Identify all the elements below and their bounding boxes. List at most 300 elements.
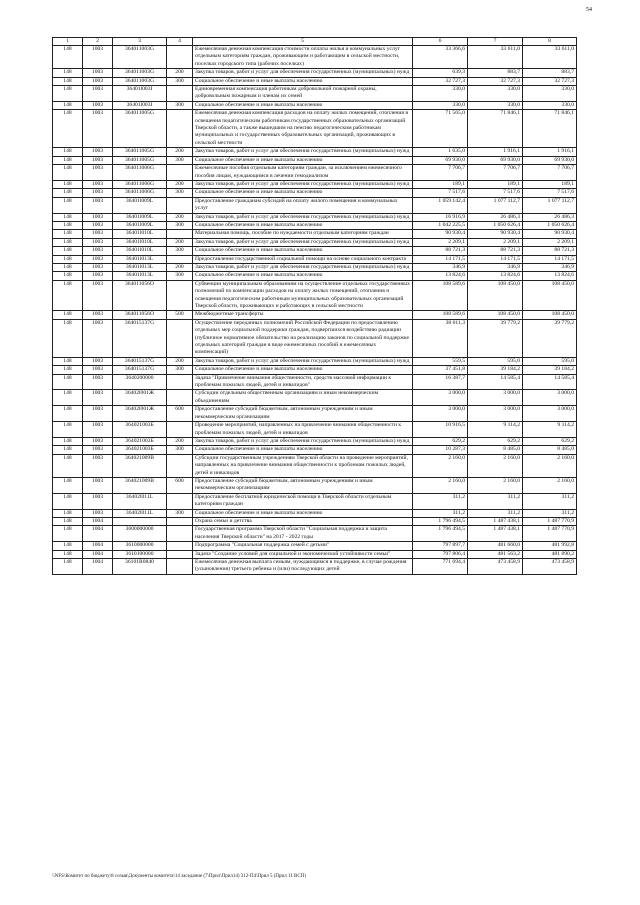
cell-target-article: 36402l011L <box>113 509 167 517</box>
cell-admin-code: 148 <box>53 46 83 69</box>
cell-amount-2023: 108 450,0 <box>523 280 577 311</box>
cell-target-article: 364011056O <box>113 280 167 311</box>
cell-amount-2023: 39 184,2 <box>523 366 577 374</box>
cell-admin-code: 148 <box>53 366 83 374</box>
cell-amount-2022: 1 487 438,1 <box>468 526 523 542</box>
cell-admin-code: 148 <box>53 255 83 263</box>
cell-expense-type <box>167 255 193 263</box>
col-header-1: 1 <box>53 38 83 46</box>
cell-amount-2021: 1 796 494,5 <box>413 517 468 525</box>
cell-amount-2022: 7 517,6 <box>468 189 523 197</box>
page-number: 54 <box>586 7 592 13</box>
table-row <box>53 526 577 542</box>
cell-admin-code: 148 <box>53 247 83 255</box>
table-row <box>53 550 577 558</box>
cell-amount-2023: 311,2 <box>523 509 577 517</box>
cell-section-code: 1003 <box>83 180 113 188</box>
cell-admin-code: 148 <box>53 390 83 406</box>
cell-expense-type: 300 <box>167 247 193 255</box>
cell-description: Закупка товаров, работ и услуг для обеспечения государственных (муниципальных) нужд <box>193 69 413 77</box>
table-row <box>53 493 577 509</box>
cell-target-article: 364015137G <box>113 366 167 374</box>
table-row <box>53 46 577 69</box>
cell-amount-2023: 32 727,3 <box>523 77 577 85</box>
cell-amount-2022: 13 824,6 <box>468 272 523 280</box>
cell-description: Социальное обеспечение и иные выплаты населению <box>193 446 413 454</box>
cell-expense-type <box>167 165 193 181</box>
cell-amount-2022: 883,7 <box>468 69 523 77</box>
cell-amount-2021: 2 160,0 <box>413 477 468 493</box>
cell-target-article: 36402l001Ж <box>113 390 167 406</box>
cell-admin-code: 148 <box>53 437 83 445</box>
cell-target-article: 3610000000 <box>113 542 167 550</box>
cell-admin-code: 148 <box>53 156 83 164</box>
cell-amount-2021: 16 916,9 <box>413 213 468 221</box>
cell-admin-code: 148 <box>53 319 83 357</box>
cell-amount-2021: 311,2 <box>413 493 468 509</box>
cell-admin-code: 148 <box>53 86 83 102</box>
table-row <box>53 477 577 493</box>
cell-expense-type: 200 <box>167 357 193 365</box>
table-row <box>53 189 577 197</box>
cell-target-article: 3610100000 <box>113 550 167 558</box>
cell-amount-2021: 189,1 <box>413 180 468 188</box>
cell-description: Ежемесячная денежная компенсация расходов на оплату жилых помещений, отопления и освещения педагогическим работникам государственных образовательных организаций Тверской области, а также вышедшим на пенсию педагогическим работникам муниципальных и государственных образовательных организаций, проживающих в сельской местности <box>193 110 413 148</box>
cell-description: Закупка товаров, работ и услуг для обеспечения государственных (муниципальных) нужд <box>193 437 413 445</box>
cell-section-code: 1003 <box>83 213 113 221</box>
cell-target-article: 364021003Б <box>113 422 167 438</box>
cell-admin-code: 148 <box>53 69 83 77</box>
cell-amount-2021: 37 451,8 <box>413 366 468 374</box>
cell-admin-code: 148 <box>53 110 83 148</box>
table-row <box>53 263 577 271</box>
cell-target-article: 364021009В <box>113 477 167 493</box>
cell-section-code: 1004 <box>83 559 113 575</box>
cell-expense-type: 300 <box>167 221 193 229</box>
cell-section-code: 1003 <box>83 319 113 357</box>
cell-expense-type <box>167 422 193 438</box>
cell-section-code: 1004 <box>83 517 113 525</box>
cell-admin-code: 148 <box>53 148 83 156</box>
cell-expense-type: 300 <box>167 446 193 454</box>
cell-description: Закупка товаров, работ и услуг для обеспечения государственных (муниципальных) нужд <box>193 180 413 188</box>
cell-amount-2021: 69 930,0 <box>413 156 468 164</box>
cell-amount-2022: 108 450,0 <box>468 311 523 319</box>
cell-amount-2022: 3 000,0 <box>468 406 523 422</box>
cell-section-code: 1003 <box>83 165 113 181</box>
cell-amount-2021: 1 796 494,5 <box>413 526 468 542</box>
cell-amount-2021: 311,2 <box>413 509 468 517</box>
cell-target-article: 364015137G <box>113 319 167 357</box>
cell-description: Закупка товаров, работ и услуг для обеспечения государственных (муниципальных) нужд <box>193 238 413 246</box>
table-row <box>53 311 577 319</box>
cell-description: Социальное обеспечение и иные выплаты населению <box>193 247 413 255</box>
cell-expense-type <box>167 550 193 558</box>
cell-amount-2023: 311,2 <box>523 493 577 509</box>
cell-amount-2022: 69 930,0 <box>468 156 523 164</box>
col-header-4: 4 <box>167 38 193 46</box>
cell-amount-2023: 1 050 626,4 <box>523 221 577 229</box>
cell-amount-2021: 7 706,7 <box>413 165 468 181</box>
cell-expense-type: 300 <box>167 272 193 280</box>
table-row <box>53 156 577 164</box>
cell-amount-2023: 14 585,4 <box>523 374 577 390</box>
cell-admin-code: 148 <box>53 311 83 319</box>
cell-section-code: 1003 <box>83 156 113 164</box>
cell-amount-2022: 1 077 112,7 <box>468 197 523 213</box>
cell-expense-type: 200 <box>167 238 193 246</box>
table-row <box>53 357 577 365</box>
cell-description: Предоставление государственной социальной помощи на основе социального контракта <box>193 255 413 263</box>
header-row <box>53 38 577 46</box>
cell-description: Закупка товаров, работ и услуг для обеспечения государственных (муниципальных) нужд <box>193 263 413 271</box>
cell-admin-code: 148 <box>53 221 83 229</box>
cell-amount-2023: 1 916,1 <box>523 148 577 156</box>
cell-description: Предоставление гражданам субсидий на оплату жилого помещения и коммунальных услуг <box>193 197 413 213</box>
cell-target-article: 36402l001Ж <box>113 406 167 422</box>
cell-amount-2022: 330,0 <box>468 86 523 102</box>
cell-description: Социальное обеспечение и иные выплаты населению <box>193 272 413 280</box>
cell-description: Социальное обеспечение и иные выплаты населению <box>193 156 413 164</box>
cell-expense-type <box>167 110 193 148</box>
cell-amount-2022: 629,2 <box>468 437 523 445</box>
cell-amount-2022: 1 487 438,1 <box>468 517 523 525</box>
cell-target-article: 364011005G <box>113 148 167 156</box>
table-row <box>53 165 577 181</box>
cell-target-article: 36402l011L <box>113 493 167 509</box>
cell-amount-2022: 311,2 <box>468 493 523 509</box>
cell-admin-code: 148 <box>53 197 83 213</box>
cell-expense-type <box>167 46 193 69</box>
cell-amount-2023: 69 930,0 <box>523 156 577 164</box>
cell-section-code: 1003 <box>83 406 113 422</box>
col-header-5: 5 <box>193 38 413 46</box>
cell-expense-type <box>167 230 193 238</box>
cell-section-code: 1003 <box>83 110 113 148</box>
cell-amount-2023: 595,0 <box>523 357 577 365</box>
cell-description: Ежемесячная денежная выплата семьям, нуждающимся в поддержке, в случае рождения (усыновления) третьего ребенка и (или) последующих детей <box>193 559 413 575</box>
cell-amount-2023: 330,0 <box>523 86 577 102</box>
cell-description: Социальное обеспечение и иные выплаты населению <box>193 101 413 109</box>
table-row <box>53 437 577 445</box>
cell-amount-2023: 189,1 <box>523 180 577 188</box>
cell-amount-2022: 1 050 626,4 <box>468 221 523 229</box>
cell-amount-2021: 7 517,6 <box>413 189 468 197</box>
cell-section-code: 1003 <box>83 77 113 85</box>
cell-description: Подпрограмма "Социальная поддержка семей с детьми" <box>193 542 413 550</box>
table-row <box>53 319 577 357</box>
cell-section-code: 1003 <box>83 101 113 109</box>
cell-section-code: 1003 <box>83 148 113 156</box>
cell-description: Задача "Привлечение внимания общественности, средств массовой информации к проблемам пожилых людей, детей и инвалидов" <box>193 374 413 390</box>
cell-target-article: 36401l009L <box>113 213 167 221</box>
budget-table <box>52 37 577 575</box>
cell-admin-code: 148 <box>53 477 83 493</box>
cell-admin-code: 148 <box>53 189 83 197</box>
cell-target-article: 364021009В <box>113 454 167 477</box>
table-row <box>53 221 577 229</box>
cell-expense-type: 200 <box>167 213 193 221</box>
cell-amount-2022: 2 209,1 <box>468 238 523 246</box>
cell-admin-code: 148 <box>53 374 83 390</box>
cell-section-code: 1003 <box>83 272 113 280</box>
cell-amount-2022: 8 485,0 <box>468 446 523 454</box>
cell-section-code: 1004 <box>83 526 113 542</box>
cell-admin-code: 148 <box>53 517 83 525</box>
cell-target-article: 364011006G <box>113 180 167 188</box>
cell-section-code: 1003 <box>83 437 113 445</box>
cell-expense-type: 300 <box>167 189 193 197</box>
cell-amount-2022: 2 160,0 <box>468 477 523 493</box>
cell-target-article: 36401l013L <box>113 255 167 263</box>
cell-target-article <box>113 517 167 525</box>
table-row <box>53 230 577 238</box>
cell-expense-type <box>167 390 193 406</box>
cell-amount-2021: 108 589,6 <box>413 280 468 311</box>
cell-description: Задача "Создание условий для социальной и экономической устойчивости семьи" <box>193 550 413 558</box>
cell-amount-2021: 639,3 <box>413 69 468 77</box>
cell-amount-2022: 595,0 <box>468 357 523 365</box>
cell-amount-2022: 32 727,3 <box>468 77 523 85</box>
cell-description: Ежемесячная денежная компенсация стоимости оплаты жилья и коммунальных услуг отдельным категориям граждан, проживающим и работающим в сельской местности, поселках городского типа (рабочих поселках) <box>193 46 413 69</box>
cell-target-article: 364011006G <box>113 165 167 181</box>
cell-description: Закупка товаров, работ и услуг для обеспечения государственных (муниципальных) нужд <box>193 148 413 156</box>
cell-amount-2021: 16 387,7 <box>413 374 468 390</box>
table-row <box>53 213 577 221</box>
cell-description: Предоставление субсидий бюджетным, автономным учреждениям и иным некоммерческим организациям <box>193 406 413 422</box>
table-row <box>53 517 577 525</box>
cell-amount-2023: 1 077 112,7 <box>523 197 577 213</box>
table-body <box>53 46 577 575</box>
cell-amount-2021: 330,0 <box>413 86 468 102</box>
cell-admin-code: 148 <box>53 526 83 542</box>
table-row <box>53 110 577 148</box>
cell-amount-2021: 71 565,0 <box>413 110 468 148</box>
cell-description: Социальное обеспечение и иные выплаты населению <box>193 189 413 197</box>
cell-amount-2023: 330,0 <box>523 101 577 109</box>
cell-amount-2022: 26 486,3 <box>468 213 523 221</box>
table-row <box>53 559 577 575</box>
cell-section-code: 1003 <box>83 493 113 509</box>
table-row <box>53 454 577 477</box>
cell-admin-code: 148 <box>53 272 83 280</box>
cell-admin-code: 148 <box>53 101 83 109</box>
col-header-3: 3 <box>113 38 167 46</box>
cell-section-code: 1003 <box>83 390 113 406</box>
cell-amount-2022: 9 114,2 <box>468 422 523 438</box>
cell-amount-2022: 3 000,0 <box>468 390 523 406</box>
cell-target-article: 364011005G <box>113 110 167 148</box>
cell-admin-code: 148 <box>53 77 83 85</box>
cell-target-article: 364011003G <box>113 77 167 85</box>
table-row <box>53 247 577 255</box>
cell-admin-code: 148 <box>53 446 83 454</box>
cell-admin-code: 148 <box>53 493 83 509</box>
table-row <box>53 86 577 102</box>
cell-description: Осуществление переданных полномочий Российской Федерации по предоставлению отдельных мер социальной поддержки граждан, подвергшихся воздействию радиации (публичное нормативное обязательство на реализацию законов по социальной поддержке отдельных категорий граждан в виде ежемесячных пособий и ежемесячных компенсаций) <box>193 319 413 357</box>
cell-amount-2021: 13 824,6 <box>413 272 468 280</box>
cell-amount-2021: 559,5 <box>413 357 468 365</box>
cell-section-code: 1003 <box>83 366 113 374</box>
cell-expense-type <box>167 319 193 357</box>
cell-description: Субсидии государственным учреждениям Тверской области на проведение мероприятий, направленных на привлечение внимания общественности к проблемам пожилых людей, детей и инвалидов <box>193 454 413 477</box>
cell-target-article: 36401l009L <box>113 197 167 213</box>
cell-amount-2023: 481 992,8 <box>523 542 577 550</box>
cell-amount-2022: 330,0 <box>468 101 523 109</box>
cell-amount-2023: 346,9 <box>523 263 577 271</box>
cell-admin-code: 148 <box>53 550 83 558</box>
cell-section-code: 1003 <box>83 230 113 238</box>
cell-expense-type: 300 <box>167 156 193 164</box>
cell-amount-2023: 481 890,2 <box>523 550 577 558</box>
cell-section-code: 1003 <box>83 247 113 255</box>
table-row <box>53 238 577 246</box>
cell-target-article: 36401l013L <box>113 263 167 271</box>
cell-description: Ежемесячные пособия отдельным категориям граждан, за исключением ежемесячного пособия лицам, нуждающимся в лечении гемодиализом <box>193 165 413 181</box>
cell-target-article: 364011003G <box>113 46 167 69</box>
cell-expense-type: 500 <box>167 311 193 319</box>
cell-amount-2021: 797 806,4 <box>413 550 468 558</box>
cell-section-code: 1003 <box>83 46 113 69</box>
cell-amount-2022: 14 585,4 <box>468 374 523 390</box>
cell-expense-type: 200 <box>167 180 193 188</box>
cell-amount-2022: 473 458,9 <box>468 559 523 575</box>
cell-description: Социальное обеспечение и иные выплаты населению <box>193 221 413 229</box>
cell-expense-type: 300 <box>167 509 193 517</box>
cell-description: Закупка товаров, работ и услуг для обеспечения государственных (муниципальных) нужд <box>193 357 413 365</box>
cell-target-article: 364011003G <box>113 69 167 77</box>
cell-expense-type <box>167 559 193 575</box>
cell-section-code: 1003 <box>83 509 113 517</box>
cell-expense-type <box>167 374 193 390</box>
cell-section-code: 1003 <box>83 255 113 263</box>
cell-amount-2022: 311,2 <box>468 509 523 517</box>
cell-amount-2023: 9 114,2 <box>523 422 577 438</box>
cell-section-code: 1003 <box>83 374 113 390</box>
cell-section-code: 1004 <box>83 550 113 558</box>
cell-section-code: 1003 <box>83 197 113 213</box>
cell-amount-2021: 3 000,0 <box>413 406 468 422</box>
cell-amount-2023: 13 824,6 <box>523 272 577 280</box>
cell-section-code: 1003 <box>83 280 113 311</box>
cell-amount-2023: 88 721,3 <box>523 247 577 255</box>
cell-amount-2021: 33 366,6 <box>413 46 468 69</box>
cell-amount-2022: 481 660,0 <box>468 542 523 550</box>
cell-amount-2021: 90 930,4 <box>413 230 468 238</box>
cell-expense-type: 200 <box>167 69 193 77</box>
cell-description: Социальное обеспечение и иные выплаты населению <box>193 366 413 374</box>
cell-expense-type: 300 <box>167 101 193 109</box>
cell-section-code: 1003 <box>83 189 113 197</box>
cell-amount-2022: 346,9 <box>468 263 523 271</box>
table-row <box>53 542 577 550</box>
cell-amount-2021: 14 171,5 <box>413 255 468 263</box>
cell-target-article: 364021003Б <box>113 446 167 454</box>
cell-amount-2021: 629,2 <box>413 437 468 445</box>
cell-target-article: 36401l013L <box>113 272 167 280</box>
cell-expense-type: 600 <box>167 477 193 493</box>
cell-target-article: 36401l010L <box>113 230 167 238</box>
cell-expense-type <box>167 526 193 542</box>
cell-amount-2023: 1 487 770,9 <box>523 526 577 542</box>
cell-amount-2022: 33 611,0 <box>468 46 523 69</box>
cell-target-article: 364011006G <box>113 189 167 197</box>
cell-amount-2023: 1 487 770,9 <box>523 517 577 525</box>
cell-admin-code: 148 <box>53 422 83 438</box>
table-row <box>53 422 577 438</box>
table-row <box>53 406 577 422</box>
cell-admin-code: 148 <box>53 542 83 550</box>
cell-description: Государственная программа Тверской области "Социальная поддержка и защита населения Тверской области" на 2017 - 2022 годы <box>193 526 413 542</box>
cell-expense-type <box>167 542 193 550</box>
cell-amount-2023: 26 486,3 <box>523 213 577 221</box>
cell-amount-2023: 8 485,0 <box>523 446 577 454</box>
cell-amount-2023: 883,7 <box>523 69 577 77</box>
cell-amount-2023: 7 706,7 <box>523 165 577 181</box>
cell-description: Охрана семьи и детства <box>193 517 413 525</box>
cell-description: Социальное обеспечение и иные выплаты населению <box>193 77 413 85</box>
cell-admin-code: 148 <box>53 213 83 221</box>
cell-admin-code: 148 <box>53 406 83 422</box>
cell-section-code: 1003 <box>83 69 113 77</box>
cell-amount-2023: 2 209,1 <box>523 238 577 246</box>
cell-amount-2021: 38 011,3 <box>413 319 468 357</box>
cell-admin-code: 148 <box>53 454 83 477</box>
cell-amount-2021: 797 897,7 <box>413 542 468 550</box>
table-row <box>53 374 577 390</box>
cell-amount-2022: 39 779,2 <box>468 319 523 357</box>
cell-description: Межбюджетные трансферты <box>193 311 413 319</box>
cell-amount-2023: 3 000,0 <box>523 390 577 406</box>
cell-admin-code: 148 <box>53 238 83 246</box>
cell-amount-2021: 330,0 <box>413 101 468 109</box>
table-row <box>53 390 577 406</box>
table-row <box>53 77 577 85</box>
cell-target-article: 364015137G <box>113 357 167 365</box>
table-row <box>53 101 577 109</box>
cell-amount-2021: 10 916,5 <box>413 422 468 438</box>
cell-target-article: 36401l003I <box>113 101 167 109</box>
table-row <box>53 69 577 77</box>
cell-amount-2021: 108 589,6 <box>413 311 468 319</box>
cell-amount-2021: 1 635,0 <box>413 148 468 156</box>
cell-target-article: 3600000000 <box>113 526 167 542</box>
table-row <box>53 446 577 454</box>
cell-amount-2021: 32 727,3 <box>413 77 468 85</box>
table-row <box>53 509 577 517</box>
col-header-8: 8 <box>523 38 577 46</box>
cell-section-code: 1003 <box>83 263 113 271</box>
cell-section-code: 1003 <box>83 477 113 493</box>
cell-target-article: 36101R0840 <box>113 559 167 575</box>
table-row <box>53 180 577 188</box>
cell-expense-type <box>167 280 193 311</box>
cell-admin-code: 148 <box>53 230 83 238</box>
cell-admin-code: 148 <box>53 357 83 365</box>
cell-amount-2023: 108 450,0 <box>523 311 577 319</box>
cell-amount-2022: 90 930,4 <box>468 230 523 238</box>
cell-description: Проведение мероприятий, направленных на привлечение внимания общественности к проблемам пожилых людей, детей и инвалидов <box>193 422 413 438</box>
cell-expense-type <box>167 517 193 525</box>
table-row <box>53 280 577 311</box>
cell-section-code: 1003 <box>83 454 113 477</box>
cell-amount-2023: 71 846,1 <box>523 110 577 148</box>
cell-admin-code: 148 <box>53 165 83 181</box>
cell-description: Единовременная компенсация работникам добровольной пожарной охраны, добровольным пожарным и членам их семей <box>193 86 413 102</box>
footer-file-path: \\NFS\Комитет по бюджету\8 созыв\Документы комитета\14 заседание (7\Прил\Прил14) 312-П4\Прил 5 (Прил 11 ВСП) <box>52 874 306 879</box>
table-row <box>53 197 577 213</box>
cell-expense-type: 300 <box>167 366 193 374</box>
